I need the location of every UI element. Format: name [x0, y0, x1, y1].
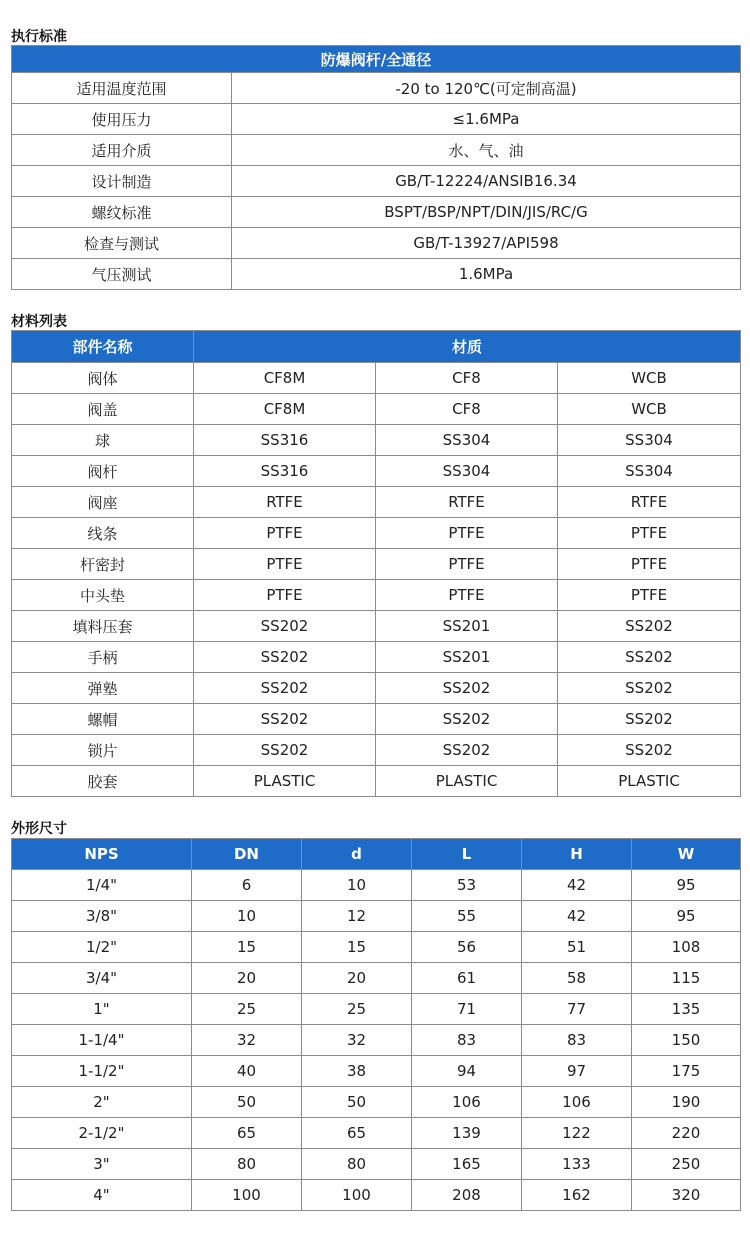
part-name-cell: 阀盖	[12, 394, 194, 425]
part-name-cell: 阀杆	[12, 456, 194, 487]
material-cell: PTFE	[194, 580, 376, 611]
standards-body	[12, 73, 741, 290]
dimension-cell-h: 42	[522, 870, 632, 901]
material-cell: PTFE	[376, 549, 558, 580]
dimension-cell-l: 71	[412, 994, 522, 1025]
dimension-cell-d: 65	[302, 1118, 412, 1149]
material-cell: SS304	[376, 456, 558, 487]
dimension-cell-dn: 65	[192, 1118, 302, 1149]
material-cell: SS304	[558, 456, 741, 487]
dimension-cell-dn: 10	[192, 901, 302, 932]
col-h-header: H	[522, 839, 632, 870]
dimension-cell-d: 80	[302, 1149, 412, 1180]
material-cell: SS202	[194, 642, 376, 673]
dimension-cell-l: 83	[412, 1025, 522, 1056]
dimension-cell-l: 208	[412, 1180, 522, 1211]
material-cell: SS202	[376, 735, 558, 766]
standard-value-cell: BSPT/BSP/NPT/DIN/JIS/RC/G	[232, 197, 741, 228]
dimensions-body	[12, 870, 741, 1211]
dimension-cell-d: 50	[302, 1087, 412, 1118]
table-row	[12, 673, 741, 704]
dimension-cell-d: 15	[302, 932, 412, 963]
standard-value-cell: 水、气、油	[232, 135, 741, 166]
material-cell: PTFE	[376, 580, 558, 611]
part-name-cell: 线条	[12, 518, 194, 549]
dimension-cell-nps: 1-1/2"	[12, 1056, 192, 1087]
dimension-cell-dn: 15	[192, 932, 302, 963]
standard-value-cell: GB/T-13927/API598	[232, 228, 741, 259]
standard-value-cell: ≤1.6MPa	[232, 104, 741, 135]
material-cell: PTFE	[194, 549, 376, 580]
dimension-cell-dn: 25	[192, 994, 302, 1025]
table-row	[12, 901, 741, 932]
table-row	[12, 1087, 741, 1118]
dimension-cell-h: 42	[522, 901, 632, 932]
dimensions-table	[11, 838, 741, 1211]
dimension-cell-d: 10	[302, 870, 412, 901]
material-cell: RTFE	[194, 487, 376, 518]
dimension-cell-nps: 1/4"	[12, 870, 192, 901]
dimension-cell-d: 100	[302, 1180, 412, 1211]
col-dn-header: DN	[192, 839, 302, 870]
standard-label-cell: 使用压力	[12, 104, 232, 135]
dimension-cell-dn: 6	[192, 870, 302, 901]
standard-value-cell: -20 to 120℃(可定制高温)	[232, 73, 741, 104]
part-name-cell: 填料压套	[12, 611, 194, 642]
dimension-cell-nps: 4"	[12, 1180, 192, 1211]
table-row	[12, 1056, 741, 1087]
dimension-cell-d: 38	[302, 1056, 412, 1087]
material-cell: SS202	[558, 673, 741, 704]
table-row	[12, 487, 741, 518]
table-row	[12, 73, 741, 104]
material-cell: SS202	[558, 642, 741, 673]
table-row	[12, 135, 741, 166]
material-cell: CF8M	[194, 363, 376, 394]
material-cell: PTFE	[558, 518, 741, 549]
table-row	[12, 766, 741, 797]
table-row	[12, 932, 741, 963]
standards-header-row	[12, 46, 741, 73]
material-cell: PTFE	[558, 549, 741, 580]
table-row	[12, 363, 741, 394]
material-cell: RTFE	[376, 487, 558, 518]
table-row	[12, 963, 741, 994]
material-cell: SS201	[376, 642, 558, 673]
material-cell: SS202	[194, 704, 376, 735]
part-name-cell: 手柄	[12, 642, 194, 673]
table-row	[12, 166, 741, 197]
material-cell: SS202	[194, 611, 376, 642]
standard-value-cell: 1.6MPa	[232, 259, 741, 290]
dimension-cell-l: 55	[412, 901, 522, 932]
table-row	[12, 704, 741, 735]
part-name-cell: 锁片	[12, 735, 194, 766]
table-row	[12, 104, 741, 135]
dimension-cell-nps: 1/2"	[12, 932, 192, 963]
col-d-header: d	[302, 839, 412, 870]
col-material-header: 材质	[194, 331, 741, 363]
dimension-cell-d: 25	[302, 994, 412, 1025]
standard-label-cell: 适用介质	[12, 135, 232, 166]
material-cell: SS202	[376, 704, 558, 735]
dimension-cell-l: 56	[412, 932, 522, 963]
standard-value-cell: GB/T-12224/ANSIB16.34	[232, 166, 741, 197]
part-name-cell: 中头垫	[12, 580, 194, 611]
dimension-cell-l: 139	[412, 1118, 522, 1149]
material-cell: SS201	[376, 611, 558, 642]
table-row	[12, 870, 741, 901]
col-w-header: W	[632, 839, 741, 870]
dimension-cell-w: 115	[632, 963, 741, 994]
material-cell: SS202	[558, 611, 741, 642]
materials-body	[12, 363, 741, 797]
table-row	[12, 259, 741, 290]
standard-label-cell: 设计制造	[12, 166, 232, 197]
dimension-cell-nps: 2-1/2"	[12, 1118, 192, 1149]
dimension-cell-l: 61	[412, 963, 522, 994]
material-cell: SS202	[558, 704, 741, 735]
dimension-cell-nps: 2"	[12, 1087, 192, 1118]
dimension-cell-h: 122	[522, 1118, 632, 1149]
table-row	[12, 1149, 741, 1180]
dimension-cell-dn: 40	[192, 1056, 302, 1087]
dimension-cell-w: 135	[632, 994, 741, 1025]
table-row	[12, 394, 741, 425]
material-cell: SS316	[194, 456, 376, 487]
material-cell: SS304	[376, 425, 558, 456]
dimension-cell-h: 77	[522, 994, 632, 1025]
dimension-cell-nps: 3"	[12, 1149, 192, 1180]
dimension-cell-w: 250	[632, 1149, 741, 1180]
material-cell: SS202	[558, 735, 741, 766]
material-cell: PLASTIC	[558, 766, 741, 797]
material-cell: PLASTIC	[376, 766, 558, 797]
material-cell: PLASTIC	[194, 766, 376, 797]
col-l-header: L	[412, 839, 522, 870]
dimension-cell-h: 83	[522, 1025, 632, 1056]
dimension-cell-w: 320	[632, 1180, 741, 1211]
standards-header: 防爆阀杆/全通径	[12, 46, 741, 73]
dimension-cell-dn: 80	[192, 1149, 302, 1180]
dimension-cell-nps: 1"	[12, 994, 192, 1025]
material-cell: SS202	[194, 673, 376, 704]
materials-table	[11, 330, 741, 797]
table-row	[12, 580, 741, 611]
table-row	[12, 518, 741, 549]
dimension-cell-nps: 3/8"	[12, 901, 192, 932]
table-row	[12, 425, 741, 456]
standards-title: 执行标准	[11, 29, 67, 45]
dimension-cell-nps: 3/4"	[12, 963, 192, 994]
standard-label-cell: 螺纹标准	[12, 197, 232, 228]
table-row	[12, 197, 741, 228]
table-row	[12, 228, 741, 259]
part-name-cell: 胶套	[12, 766, 194, 797]
part-name-cell: 弹塾	[12, 673, 194, 704]
dimension-cell-w: 190	[632, 1087, 741, 1118]
dimension-cell-h: 97	[522, 1056, 632, 1087]
dimension-cell-h: 133	[522, 1149, 632, 1180]
dimension-cell-nps: 1-1/4"	[12, 1025, 192, 1056]
dimensions-header-row	[12, 839, 741, 870]
dimension-cell-l: 53	[412, 870, 522, 901]
dimension-cell-d: 20	[302, 963, 412, 994]
dimension-cell-h: 51	[522, 932, 632, 963]
dimension-cell-h: 106	[522, 1087, 632, 1118]
materials-header-row	[12, 331, 741, 363]
materials-title: 材料列表	[11, 314, 67, 330]
dimension-cell-w: 175	[632, 1056, 741, 1087]
part-name-cell: 阀座	[12, 487, 194, 518]
material-cell: PTFE	[194, 518, 376, 549]
table-row	[12, 994, 741, 1025]
part-name-cell: 球	[12, 425, 194, 456]
dimension-cell-l: 165	[412, 1149, 522, 1180]
part-name-cell: 螺帽	[12, 704, 194, 735]
standards-table	[11, 45, 741, 290]
material-cell: SS202	[194, 735, 376, 766]
material-cell: CF8M	[194, 394, 376, 425]
dimension-cell-dn: 20	[192, 963, 302, 994]
part-name-cell: 阀体	[12, 363, 194, 394]
material-cell: WCB	[558, 394, 741, 425]
dimension-cell-h: 162	[522, 1180, 632, 1211]
table-row	[12, 549, 741, 580]
dimensions-title: 外形尺寸	[11, 821, 67, 837]
table-row	[12, 456, 741, 487]
standard-label-cell: 适用温度范围	[12, 73, 232, 104]
table-row	[12, 1118, 741, 1149]
part-name-cell: 杆密封	[12, 549, 194, 580]
standard-label-cell: 气压测试	[12, 259, 232, 290]
dimension-cell-dn: 100	[192, 1180, 302, 1211]
dimension-cell-l: 94	[412, 1056, 522, 1087]
standard-label-cell: 检查与测试	[12, 228, 232, 259]
dimension-cell-w: 95	[632, 901, 741, 932]
table-row	[12, 735, 741, 766]
dimension-cell-w: 108	[632, 932, 741, 963]
dimension-cell-d: 32	[302, 1025, 412, 1056]
dimension-cell-w: 95	[632, 870, 741, 901]
col-part-header: 部件名称	[12, 331, 194, 363]
dimension-cell-w: 220	[632, 1118, 741, 1149]
dimension-cell-dn: 50	[192, 1087, 302, 1118]
material-cell: PTFE	[558, 580, 741, 611]
table-row	[12, 1180, 741, 1211]
dimension-cell-h: 58	[522, 963, 632, 994]
col-nps-header: NPS	[12, 839, 192, 870]
dimension-cell-d: 12	[302, 901, 412, 932]
material-cell: SS304	[558, 425, 741, 456]
material-cell: RTFE	[558, 487, 741, 518]
table-row	[12, 642, 741, 673]
material-cell: WCB	[558, 363, 741, 394]
dimension-cell-dn: 32	[192, 1025, 302, 1056]
table-row	[12, 1025, 741, 1056]
material-cell: CF8	[376, 394, 558, 425]
material-cell: SS202	[376, 673, 558, 704]
material-cell: SS316	[194, 425, 376, 456]
material-cell: CF8	[376, 363, 558, 394]
dimension-cell-w: 150	[632, 1025, 741, 1056]
material-cell: PTFE	[376, 518, 558, 549]
dimension-cell-l: 106	[412, 1087, 522, 1118]
table-row	[12, 611, 741, 642]
